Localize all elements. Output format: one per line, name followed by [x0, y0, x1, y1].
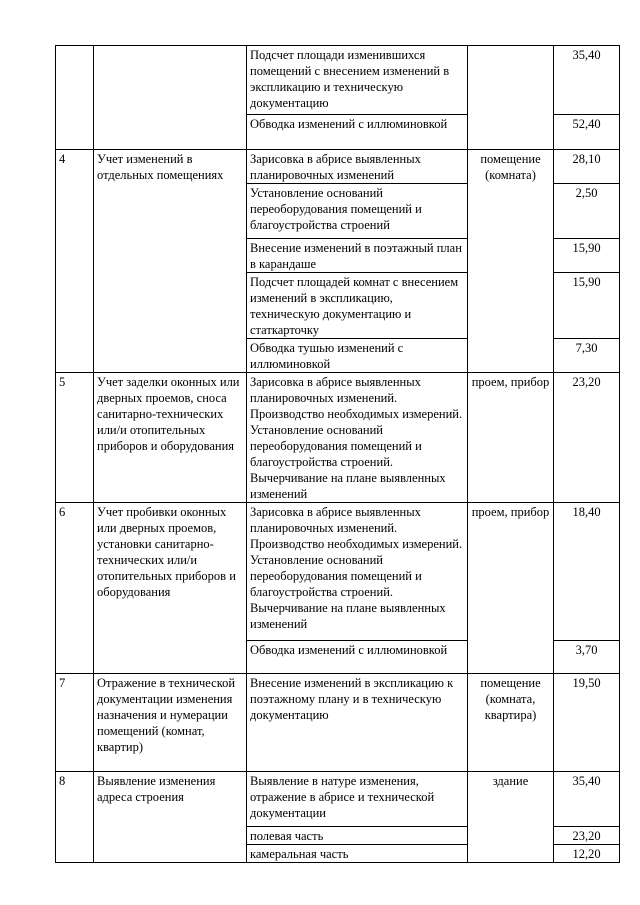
work-name: Учет заделки оконных или дверных проемов, сноса санитарно-технических или/и отопительных приборов и оборудования: [94, 373, 247, 503]
unit-cell: помещение (комната, квартира): [468, 674, 554, 772]
operation-text: Внесение изменений в экспликацию к поэтажному плану и в техническую документацию: [247, 674, 468, 772]
value-cell: 7,30: [554, 339, 620, 373]
operation-text: Зарисовка в абрисе выявленных планировочных изменений: [247, 150, 468, 184]
operation-text: Подсчет площадей комнат с внесением изменений в экспликацию, техническую документацию и статкарточку: [247, 273, 468, 339]
operation-text: Обводка тушью изменений с иллюминовкой: [247, 339, 468, 373]
operation-text: Обводка изменений с иллюминовкой: [247, 641, 468, 674]
row-number: 8: [56, 772, 94, 863]
table-row: [56, 150, 620, 184]
operation-text: Установление оснований переоборудования помещений и благоустройства строений: [247, 184, 468, 239]
table-row: [56, 674, 620, 772]
row-number: 6: [56, 503, 94, 674]
row-number: 7: [56, 674, 94, 772]
operation-text: Выявление в натуре изменения, отражение в абрисе и технической документации: [247, 772, 468, 827]
value-cell: 23,20: [554, 373, 620, 503]
value-cell: 28,10: [554, 150, 620, 184]
table-row: [56, 46, 620, 115]
value-cell: 18,40: [554, 503, 620, 641]
value-cell: 35,40: [554, 772, 620, 827]
row-number: [56, 46, 94, 150]
row-number: 5: [56, 373, 94, 503]
operation-text: Подсчет площади изменившихся помещений с внесением изменений в экспликацию и техническую документацию: [247, 46, 468, 115]
value-cell: 52,40: [554, 115, 620, 150]
value-cell: 15,90: [554, 239, 620, 273]
work-name: [94, 46, 247, 150]
value-cell: 12,20: [554, 845, 620, 863]
value-cell: 23,20: [554, 827, 620, 845]
operation-text: Зарисовка в абрисе выявленных планировочных изменений. Производство необходимых измерений. Установление оснований переоборудования помещений и благоустройства строений. Вычерчивание на плане выявленных изменений: [247, 373, 468, 503]
work-name: Выявление изменения адреса строения: [94, 772, 247, 863]
work-name: Учет изменений в отдельных помещениях: [94, 150, 247, 373]
work-name: Отражение в технической документации изменения назначения и нумерации помещений (комнат, квартир): [94, 674, 247, 772]
unit-cell: проем, прибор: [468, 373, 554, 503]
value-cell: 3,70: [554, 641, 620, 674]
value-cell: 2,50: [554, 184, 620, 239]
value-cell: 15,90: [554, 273, 620, 339]
operation-text: Обводка изменений с иллюминовкой: [247, 115, 468, 150]
value-cell: 35,40: [554, 46, 620, 115]
table-row: [56, 772, 620, 827]
operation-text: полевая часть: [247, 827, 468, 845]
unit-cell: помещение (комната): [468, 150, 554, 373]
operation-text: Внесение изменений в поэтажный план в карандаше: [247, 239, 468, 273]
unit-cell: проем, прибор: [468, 503, 554, 674]
work-name: Учет пробивки оконных или дверных проемов, установки санитарно-технических или/и отопительных приборов и оборудования: [94, 503, 247, 674]
table-row: [56, 503, 620, 641]
rates-table: [55, 45, 620, 863]
operation-text: Зарисовка в абрисе выявленных планировочных изменений. Производство необходимых измерений. Установление оснований переоборудования помещений и благоустройства строений. Вычерчивание на плане выявленных изменений: [247, 503, 468, 641]
unit-cell: здание: [468, 772, 554, 863]
table-row: [56, 373, 620, 503]
operation-text: камеральная часть: [247, 845, 468, 863]
row-number: 4: [56, 150, 94, 373]
value-cell: 19,50: [554, 674, 620, 772]
unit-cell: [468, 46, 554, 150]
